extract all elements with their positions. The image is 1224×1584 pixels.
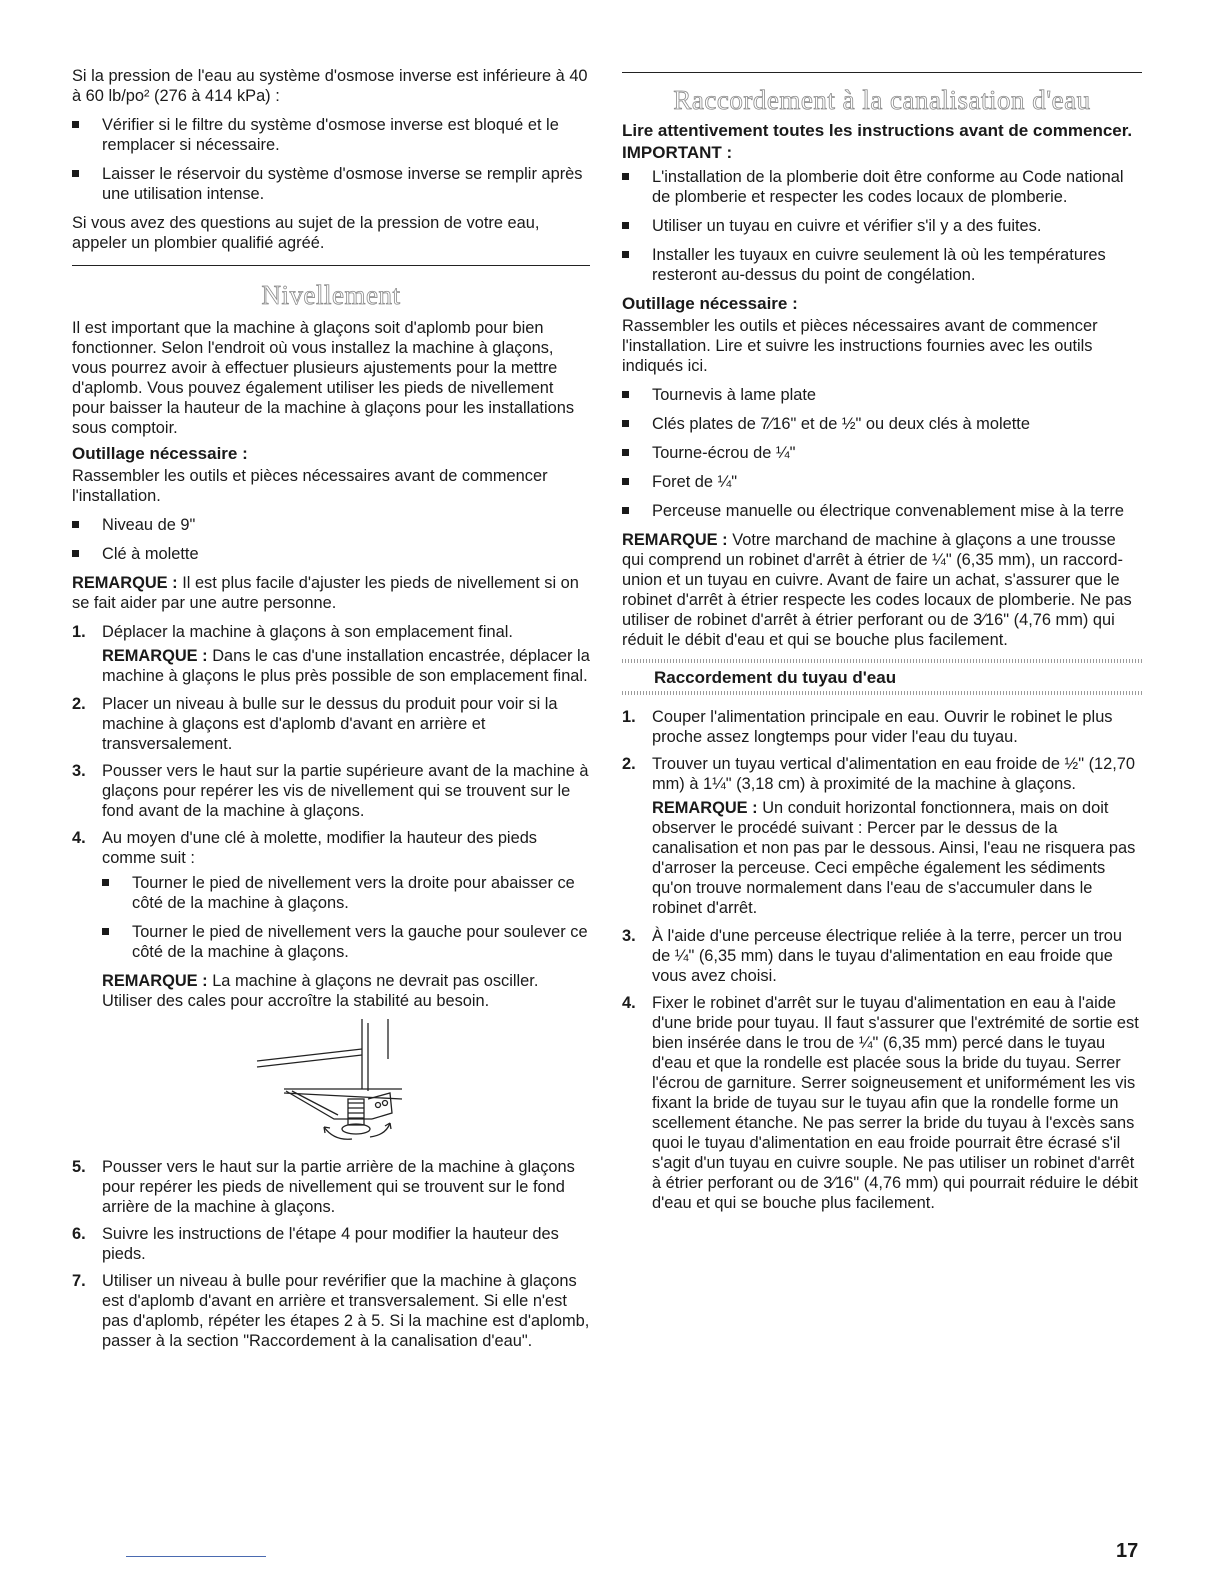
list-item: Perceuse manuelle ou électrique convenablement mise à la terre (622, 501, 1142, 521)
tools-heading: Outillage nécessaire : (72, 444, 248, 463)
leveling-foot-icon (72, 1019, 590, 1147)
list-item: Installer les tuyaux en cuivre seulement là où les températures resteront au-dessus du point de congélation. (622, 245, 1142, 285)
bullet-icon (72, 121, 79, 128)
right-column (622, 66, 1142, 1220)
list-item: Vérifier si le filtre du système d'osmose inverse est bloqué et le remplacer si nécessaire. (72, 115, 590, 155)
tools-paragraph: Rassembler les outils et pièces nécessaires avant de commencer l'installation. (72, 467, 548, 505)
bullet-icon (72, 170, 79, 177)
leveling-steps-continued (72, 1157, 590, 1351)
step-item: 7. Utiliser un niveau à bulle pour revérifier que la machine à glaçons est d'aplomb d'avant en arrière et transversalement. Si elle n'est pas d'aplomb, répéter les étapes 2 à 5. Si la machine est d'aplomb, passer à la section "Raccordement à la canalisation d'eau". (72, 1272, 590, 1350)
bullet-icon (622, 391, 629, 398)
left-column (72, 66, 590, 1358)
bullet-icon (622, 420, 629, 427)
water-connection-steps (622, 707, 1142, 1213)
step-item: 2. Placer un niveau à bulle sur le dessus du produit pour voir si la machine à glaçons est d'aplomb d'avant en arrière et transversalement. (72, 695, 558, 753)
list-item: Foret de ¼" (622, 472, 1142, 492)
section-title-nivellement: Nivellement (261, 280, 401, 310)
note-paragraph: REMARQUE : Votre marchand de machine à glaçons a une trousse qui comprend un robinet d'arrêt à étrier de ¼" (6,35 mm), un raccord-union et un tuyau en cuivre. Avant de faire un achat, s'assurer que le robinet d'arrêt à étrier respecte les codes locaux de plomberie. Ne pas utiliser de robinet d'arrêt à étrier perforant ou de 3⁄16" (4,76 mm) qui réduit le débit d'eau et qui se bouche plus facilement. (622, 531, 1132, 649)
step-item: 3. À l'aide d'une perceuse électrique reliée à la terre, percer un trou de ¼" (6,35 mm) dans le tuyau d'alimentation en eau froide que vous avez choisi. (622, 927, 1123, 985)
section-title-raccordement: Raccordement à la canalisation d'eau (673, 85, 1091, 115)
step-item: 4. Au moyen d'une clé à molette, modifier la hauteur des pieds comme suit : Tourner le pied de nivellement vers la droite pour abaisser ce côté de la machine à glaçons. Tourner le pied de nivellement vers la gauche pour soulever ce côté de la machine à glaçons. REMARQUE : La machine à glaçons ne devrait pas osciller. Utiliser des cales pour accroître la stabilité au besoin. (72, 828, 590, 1011)
step-item: 5. Pousser vers le haut sur la partie arrière de la machine à glaçons pour repérer les pieds de nivellement qui se trouvent sur le fond arrière de la machine à glaçons. (72, 1158, 575, 1216)
bullet-icon (102, 928, 109, 935)
step-note: REMARQUE : La machine à glaçons ne devrait pas osciller. Utiliser des cales pour accroître la stabilité au besoin. (102, 972, 539, 1010)
step-note: REMARQUE : Dans le cas d'une installation encastrée, déplacer la machine à glaçons le plus près possible de son emplacement final. (102, 647, 590, 685)
intro-paragraph: Si la pression de l'eau au système d'osmose inverse est inférieure à 40 à 60 lb/po² (276 à 414 kPa) : (72, 67, 588, 105)
step-item: 4. Fixer le robinet d'arrêt sur le tuyau d'alimentation en eau à l'aide d'une bride pour tuyau. Il faut s'assurer que l'extrémité de sortie est bien insérée dans le trou de ¼" (6,35 mm) percé dans le tuyau d'eau et que la rondelle est placée sous la bride du tuyau. Serrer l'écrou de garniture. Serrer soigneusement et uniformément les vis fixant la bride de tuyau sur le tuyau afin que la rondelle forme un scellement étanche. Ne pas serrer la bride du tuyau à l'excès sans quoi le tuyau d'alimentation en eau froide pourrait être écrasé s'il s'agit d'un tuyau en cuivre souple. Ne pas utiliser un robinet d'arrêt à étrier perforant ou de 3⁄16" (4,76 mm) qui pourrait réduire le débit d'eau et qui se bouche plus facilement. (622, 994, 1139, 1212)
bullet-icon (622, 478, 629, 485)
bullet-icon (102, 879, 109, 886)
list-item: Tourne-écrou de ¼" (622, 443, 1142, 463)
tools-list (72, 515, 590, 564)
list-item: Clé à molette (72, 544, 590, 564)
bullet-icon (622, 222, 629, 229)
list-item: Tournevis à lame plate (622, 385, 1142, 405)
lead-instruction: Lire attentivement toutes les instructions avant de commencer. (622, 121, 1133, 140)
list-item: Clés plates de 7⁄16" et de ½" ou deux clés à molette (622, 414, 1142, 434)
tools-paragraph: Rassembler les outils et pièces nécessaires avant de commencer l'installation. Lire et suivre les instructions fournies avec les outils indiqués ici. (622, 317, 1098, 375)
step-sub-bullets (102, 873, 590, 962)
step-item: 2. Trouver un tuyau vertical d'alimentation en eau froide de ½" (12,70 mm) à 1¼" (3,18 cm) à proximité de la machine à glaçons. REMARQUE : Un conduit horizontal fonctionnera, mais on doit observer le procédé suivant : Percer par le dessus de la canalisation et non pas par le dessous. Ainsi, l'eau ne risquera pas d'arroser la perceuse. Ceci empêche également les sédiments qu'on trouve normalement dans l'eau de s'accumuler dans le robinet d'arrêt. (622, 754, 1142, 918)
intro-paragraph-2: Si vous avez des questions au sujet de la pression de votre eau, appeler un plombier qualifié agréé. (72, 214, 540, 252)
important-list (622, 167, 1142, 285)
list-item: Utiliser un tuyau en cuivre et vérifier s'il y a des fuites. (622, 216, 1142, 236)
section-divider (72, 265, 590, 266)
list-item: Laisser le réservoir du système d'osmose inverse se remplir après une utilisation intense. (72, 164, 590, 204)
subsection-divider-bottom (622, 691, 1142, 695)
bullet-icon (622, 449, 629, 456)
section-divider (622, 72, 1142, 73)
tools-list (622, 385, 1142, 521)
list-item: L'installation de la plomberie doit être conforme au Code national de plomberie et respecter les codes locaux de plomberie. (622, 167, 1142, 207)
section-paragraph: Il est important que la machine à glaçons soit d'aplomb pour bien fonctionner. Selon l'endroit où vous installez la machine à glaçons, vous pourrez avoir à effectuer plusieurs ajustements pour la mettre d'aplomb. Vous pouvez également utiliser les pieds de nivellement pour baisser la hauteur de la machine à glaçons pour les installations sous comptoir. (72, 319, 575, 437)
note-paragraph: REMARQUE : Il est plus facile d'ajuster les pieds de nivellement si on se fait aider par une autre personne. (72, 574, 579, 612)
leveling-foot-illustration (72, 1019, 590, 1147)
bullet-icon (622, 173, 629, 180)
tools-heading: Outillage nécessaire : (622, 294, 798, 313)
bullet-icon (622, 251, 629, 258)
page-number: 17 (1116, 1540, 1139, 1562)
list-item: Niveau de 9" (72, 515, 590, 535)
subsection-title: Raccordement du tuyau d'eau (654, 668, 897, 687)
bullet-icon (72, 521, 79, 528)
step-item: 1. Couper l'alimentation principale en eau. Ouvrir le robinet le plus proche assez longtemps pour vider l'eau du tuyau. (622, 708, 1113, 746)
step-note: REMARQUE : Un conduit horizontal fonctionnera, mais on doit observer le procédé suivant : Percer par le dessus de la canalisation et non pas par le dessous. Ainsi, l'eau ne risquera pas d'arroser la perceuse. Ceci empêche également les sédiments qu'on trouve normalement dans l'eau de s'accumuler dans le robinet d'arrêt. (652, 799, 1136, 917)
step-item: 3. Pousser vers le haut sur la partie supérieure avant de la machine à glaçons pour repérer les vis de nivellement qui se trouvent sur le fond avant de la machine à glaçons. (72, 762, 589, 820)
leveling-steps (72, 622, 590, 1011)
intro-bullet-list (72, 115, 590, 204)
bullet-icon (622, 507, 629, 514)
step-item: 1. Déplacer la machine à glaçons à son emplacement final. REMARQUE : Dans le cas d'une installation encastrée, déplacer la machine à glaçons le plus près possible de son emplacement final. (72, 623, 590, 685)
bullet-icon (72, 550, 79, 557)
step-item: 6. Suivre les instructions de l'étape 4 pour modifier la hauteur des pieds. (72, 1225, 559, 1263)
list-item: Tourner le pied de nivellement vers la droite pour abaisser ce côté de la machine à glaçons. (102, 873, 590, 913)
footer-rule (126, 1556, 266, 1557)
list-item: Tourner le pied de nivellement vers la gauche pour soulever ce côté de la machine à glaçons. (102, 922, 590, 962)
important-label: IMPORTANT : (622, 143, 733, 162)
